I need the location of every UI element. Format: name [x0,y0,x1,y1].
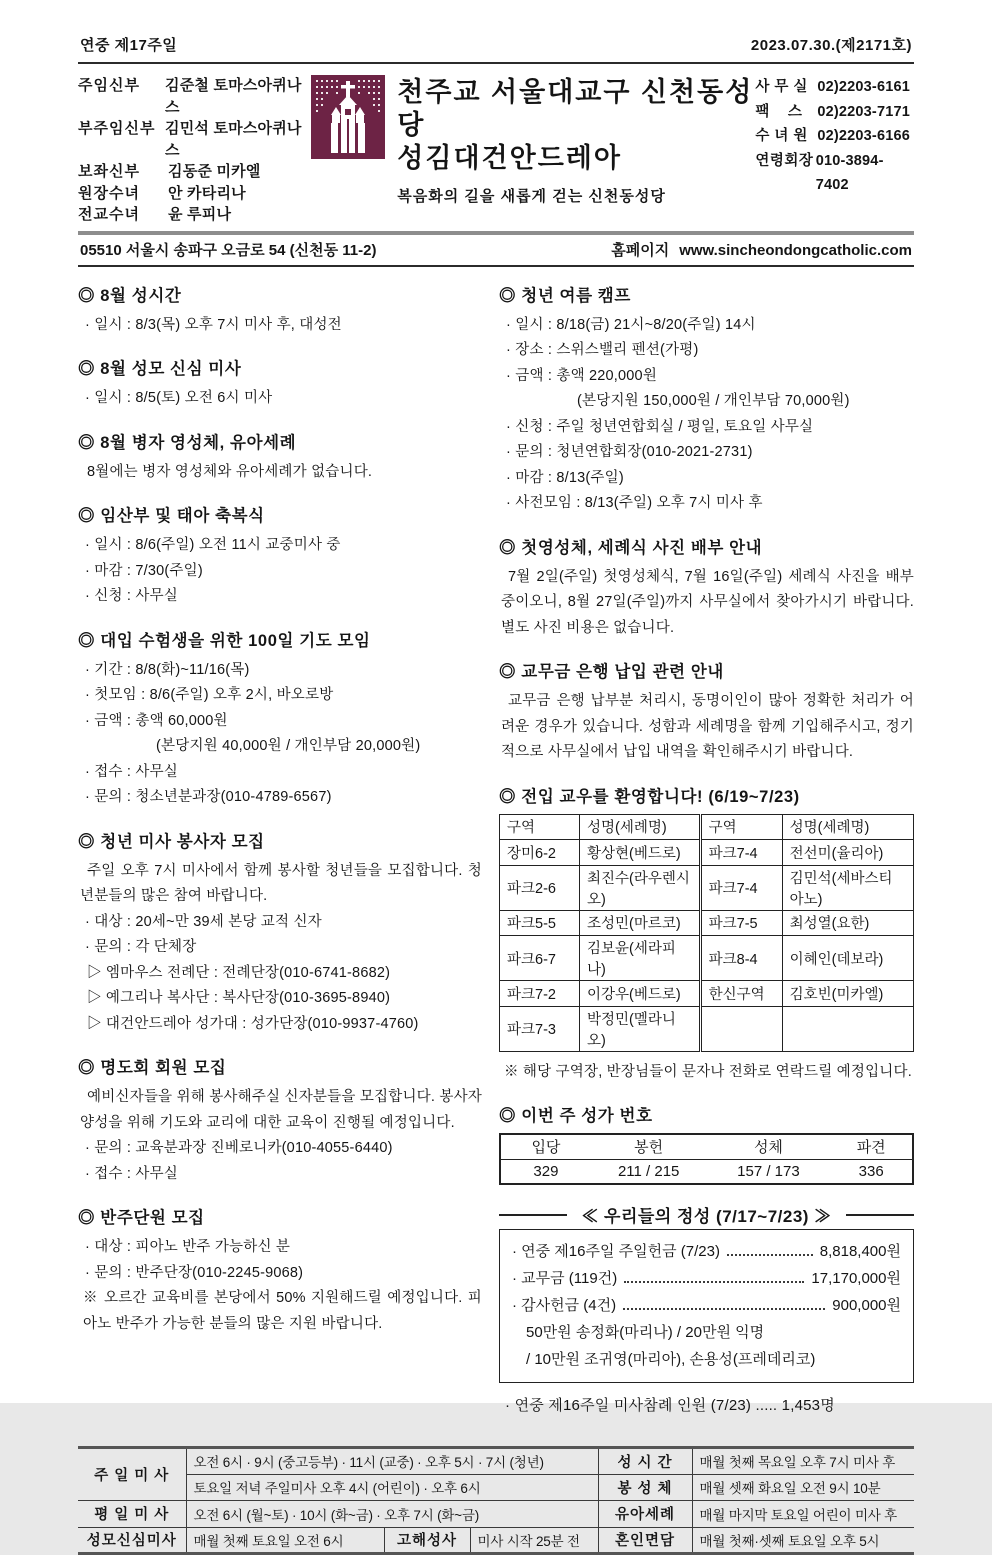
cell-district: 파크7-4 [700,865,782,910]
clergy-role: 부주임신부 [78,120,156,137]
cell-name: 황상현(베드로) [580,840,701,866]
schedule-row [78,1527,914,1554]
section-marian-mass [78,355,482,412]
cell-district: 파크2-6 [500,865,580,910]
bullet-line: · 문의 : 교육분과장 진베로니카(010-4055-6440) [85,1140,393,1156]
header-cell: 구역 [500,814,580,840]
dot-leader [623,1308,825,1310]
clergy-row [78,161,311,183]
offering-label: · 교무금 (119건) [512,1270,618,1287]
header-cell: 봉헌 [591,1134,707,1159]
mass-schedule-table [78,1446,914,1555]
contact-value: 02)2203-7171 [817,103,911,120]
section-title: ◎ 명도회 회원 모집 [78,1059,227,1077]
section-offerings [499,1202,914,1415]
cell-name: 김호빈(미카엘) [782,981,913,1007]
schedule-value: 매월 첫째·셋째 토요일 오후 5시 [692,1527,914,1554]
bullet-line: · 신청 : 주일 청년연합회실 / 평일, 토요일 사무실 [506,418,814,435]
section-myeongdohoe [78,1054,482,1187]
bullet-line: · 문의 : 각 단체장 [85,939,197,955]
offering-amount: 17,170,000원 [811,1270,901,1287]
schedule-label: 주 일 미 사 [78,1448,186,1501]
cell-district: 파크7-3 [500,1006,580,1051]
section-photo-distribution [499,534,914,642]
bullet-line: · 장소 : 스위스밸리 펜션(가평) [506,342,699,358]
cell-district [700,1006,782,1051]
clergy-role: 원장수녀 [78,184,140,202]
schedule-row [78,1501,914,1528]
header-cell: 성명(세례명) [580,814,701,840]
schedule-value: 매월 셋째 화요일 오전 9시 10분 [692,1474,914,1501]
clergy-row [78,75,311,118]
section-title: ◎ 전입 교우를 환영합니다! (6/19~7/23) [499,787,800,806]
cell-name: 전선미(율리아) [782,840,913,866]
bullet-line: · 문의 : 청소년분과장(010-4789-6567) [85,789,332,805]
cell-district: 파크7-4 [700,840,782,866]
section-title: ◎ 교무금 은행 납입 관련 안내 [499,663,724,681]
body-paragraph: 7월 2일(주일) 첫영성체식, 7월 16일(주일) 세례식 사진을 배부 중이오니, 8월 27일(주일)까지 사무실에서 찾아가시기 바랍니다. 별도 사진 비용은 없습니다. [501,568,914,636]
table-row [500,865,914,910]
contact-row [755,124,914,149]
clergy-row [78,204,311,226]
bullet-line: · 일시 : 8/3(목) 오후 7시 미사 후, 대성전 [85,316,342,333]
contact-label: 팩 스 [755,103,803,120]
divider-bottom [78,265,914,267]
section-youth-camp [499,282,914,517]
cell-name: 김민석(세바스티아노) [782,865,913,910]
dot-leader [727,1254,813,1256]
section-new-members [499,783,914,1086]
schedule-value: 토요일 저녁 주일미사 오후 4시 (어린이) · 오후 6시 [186,1474,598,1501]
section-blessing-pregnant [78,502,482,610]
section-title: ◎ 이번 주 성가 번호 [499,1107,653,1125]
sub-item-line: ▷ 예그리나 복사단 : 복사단장(010-3695-8940) [87,990,391,1006]
new-members-table [499,814,914,1052]
schedule-value: 오전 6시 (월~토) · 10시 (화~금) · 오후 7시 (화~금) [186,1501,598,1528]
church-titles [397,73,755,226]
table-row [500,936,914,981]
cell-name: 조성민(마르코) [580,910,701,936]
cell-name: 이혜인(데보라) [782,936,913,981]
issue-label: 2023.07.30.(제2171호) [750,37,912,54]
body-paragraph: 주일 오후 7시 미사에서 함께 봉사할 청년들을 모집합니다. 청년분들의 많은 참여 바랍니다. [80,862,482,904]
contact-value: 02)2203-6166 [817,128,911,144]
offerings-box [499,1229,914,1383]
clergy-row [78,183,311,205]
offerings-title: ≪ 우리들의 정성 (7/17~7/23) ≫ [581,1207,832,1226]
schedule-label: 봉 성 체 [598,1474,692,1501]
schedule-value: 매월 마지막 토요일 어린이 미사 후 [692,1501,914,1528]
right-column [499,282,914,1433]
left-column [78,282,482,1433]
clergy-list [78,73,311,226]
bullet-line: · 첫모임 : 8/6(주일) 오후 2시, 바오로방 [85,687,334,703]
clergy-name: 김준철 토마스아퀴나스 [165,77,302,116]
cell-name: 김보윤(세라피나) [580,936,701,981]
bullet-line: · 대상 : 20세~만 39세 본당 교적 신자 [85,913,322,930]
body-paragraph: 예비신자들을 위해 봉사해주실 신자분들을 모집합니다. 봉사자 양성을 위해 기도와 교리에 대한 교육이 진행될 예정입니다. [80,1089,482,1131]
table-header-row [500,814,914,840]
cell-district: 한신구역 [700,981,782,1007]
header-cell: 구역 [700,814,782,840]
section-title: ◎ 8월 성모 신심 미사 [78,360,242,378]
section-title: ◎ 대입 수험생을 위한 100일 기도 모임 [78,631,371,650]
section-sick-communion [78,429,482,486]
header-cell: 파견 [830,1134,913,1159]
table-row [500,1159,913,1184]
schedule-label: 유아세례 [598,1501,692,1528]
bullet-line: · 문의 : 청년연합회장(010-2021-2731) [506,444,753,460]
bullet-line: · 일시 : 8/6(주일) 오전 11시 교중미사 중 [85,537,341,553]
hymn-entrance: 329 [533,1162,559,1180]
header [78,73,914,226]
church-title-line2: 성김대건안드레아 [397,143,622,173]
contact-value: 02)2203-6161 [817,79,911,95]
offering-row [512,1265,901,1292]
schedule-label: 성 시 간 [598,1448,692,1475]
section-bank-payment [499,658,914,766]
table-header-row [500,1134,913,1159]
section-title: ◎ 청년 여름 캠프 [499,286,631,305]
bullet-line: · 신청 : 사무실 [85,588,178,604]
cell-district: 파크5-5 [500,910,580,936]
table-row [500,910,914,936]
cell-district: 파크7-5 [700,910,782,936]
cell-district: 파크6-7 [500,936,580,981]
clergy-role: 보좌신부 [78,163,140,180]
heading-line-left [499,1214,567,1216]
offering-row [512,1238,901,1265]
bullet-line: · 문의 : 반주단장(010-2245-9068) [85,1264,304,1281]
section-title: ◎ 임산부 및 태아 축복식 [78,507,265,525]
clergy-name: 김민석 토마스아퀴나스 [165,120,302,159]
bullet-line: · 마감 : 8/13(주일) [506,469,624,486]
section-title: ◎ 8월 성시간 [78,286,182,305]
contact-row [755,149,914,198]
schedule-label: 평 일 미 사 [78,1501,186,1528]
section-title: ◎ 청년 미사 봉사자 모집 [78,832,265,851]
schedule-value: 오전 6시 · 9시 (중고등부) · 11시 (교중) · 오후 5시 · 7시 (청년) [186,1448,598,1475]
bullet-line: · 접수 : 사무실 [85,763,178,780]
body-line: 8월에는 병자 영성체와 유아세례가 없습니다. [87,463,373,480]
contact-row [755,75,914,100]
header-cell: 입당 [500,1134,591,1159]
church-address: 05510 서울시 송파구 오금로 54 (신천동 11-2) [80,241,377,259]
homepage-url: www.sincheondongcatholic.com [679,241,912,259]
bullet-line: · 대상 : 피아노 반주 가능하신 분 [85,1239,291,1255]
schedule-label: 고해성사 [384,1527,470,1554]
hymn-communion: 157 / 173 [737,1162,800,1180]
clergy-role: 전교수녀 [78,206,140,223]
contact-label: 수 녀 원 [755,128,808,144]
schedule-label: 성모신심미사 [78,1527,186,1554]
bullet-line: · 접수 : 사무실 [85,1165,178,1182]
bullet-line: · 금액 : 총액 60,000원 [85,712,228,729]
cell-district: 장미6-2 [500,840,580,866]
church-slogan: 복음화의 길을 새롭게 걷는 신천동성당 [397,188,666,205]
clergy-name: 김동준 미카엘 [168,163,261,180]
church-logo-icon [311,75,385,159]
hymn-dismissal: 336 [858,1162,884,1180]
cell-name: 이강우(베드로) [580,981,701,1007]
hymn-offertory: 211 / 215 [617,1162,680,1180]
schedule-row [78,1448,914,1475]
section-title: ◎ 반주단원 모집 [78,1209,205,1227]
offering-amount: 900,000원 [832,1297,901,1314]
schedule-value: 매월 첫째 목요일 오후 7시 미사 후 [692,1448,914,1475]
bullet-line: · 일시 : 8/18(금) 21시~8/20(주일) 14시 [506,316,756,333]
schedule-value: 매월 첫째 토요일 오전 6시 [186,1527,384,1554]
bullet-line: · 사전모임 : 8/13(주일) 오후 7시 미사 후 [506,495,763,511]
season-label: 연중 제17주일 [80,37,178,54]
contact-label: 사 무 실 [755,79,808,95]
clergy-row [78,118,311,161]
indent-line: (본당지원 150,000원 / 개인부담 70,000원) [577,393,850,409]
section-100day-prayer [78,627,482,811]
table-row [500,1006,914,1051]
hymn-table [499,1133,914,1185]
mass-attendance: · 연중 제16주일 미사참례 인원 (7/23) ..... 1,453명 [505,1397,835,1414]
offering-amount: 8,818,400원 [819,1243,901,1260]
header-cell: 성체 [706,1134,830,1159]
top-bar [78,34,914,55]
offering-row [512,1292,901,1319]
cell-name: 최진수(라우렌시오) [580,865,701,910]
schedule-row [78,1474,914,1501]
homepage-label: 홈페이지 [611,241,670,259]
heading-line-right [846,1214,914,1216]
section-august-adoration [78,282,482,339]
sub-item-line: ▷ 엠마우스 전례단 : 전례단장(010-6741-8682) [87,964,391,981]
offering-label: · 연중 제16주일 주일헌금 (7/23) [512,1243,720,1260]
body-paragraph: 교무금 은행 납부분 처리시, 동명이인이 많아 정확한 처리가 어려운 경우가 있습니다. 성함과 세례명을 함께 기입해주시고, 정기적으로 사무실에서 납입 내역을 확인해주시기 바랍니다. [501,693,914,760]
cell-district: 파크7-2 [500,981,580,1007]
cell-name: 박정민(멜라니오) [580,1006,701,1051]
header-cell: 성명(세례명) [782,814,913,840]
address-bar [78,235,914,265]
offering-label: · 감사헌금 (4건) [512,1297,617,1314]
section-youth-mass-volunteers [78,828,482,1038]
bullet-line: · 금액 : 총액 220,000원 [506,367,658,384]
schedule-value: 미사 시작 25분 전 [470,1527,598,1554]
offering-detail: 50만원 송정화(마리나) / 20만원 익명 [526,1324,765,1341]
section-accompanist [78,1204,482,1337]
section-hymn-numbers [499,1102,914,1185]
cell-name: 최성열(요한) [782,910,913,936]
offerings-heading [499,1202,914,1227]
homepage [611,239,912,260]
dot-leader [624,1281,804,1283]
brand-block [311,73,755,226]
contact-value: 010-3894-7402 [815,152,884,193]
clergy-name: 윤 루피나 [168,206,232,223]
offering-detail: / 10만원 조귀영(마리아), 손용성(프레데리코) [526,1351,816,1368]
clergy-role: 주임신부 [78,77,140,94]
church-title-line1: 천주교 서울대교구 신천동성당 [397,77,754,140]
cell-name [782,1006,913,1051]
contact-list [755,73,914,226]
table-row [500,840,914,866]
contact-label: 연령회장 [755,152,814,169]
section-title: ◎ 첫영성체, 세례식 사진 배부 안내 [499,538,763,557]
bullet-line: · 마감 : 7/30(주일) [85,562,203,579]
note-line: ※ 오르간 교육비를 본당에서 50% 지원해드릴 예정입니다. 피아노 반주가 가능한 분들의 많은 지원 바랍니다. [83,1290,482,1332]
cell-district: 파크8-4 [700,936,782,981]
divider-top [78,62,914,64]
schedule-label: 혼인면담 [598,1527,692,1554]
contact-row [755,100,914,125]
bullet-line: · 일시 : 8/5(토) 오전 6시 미사 [85,390,273,406]
clergy-name: 안 카타리나 [168,184,246,202]
section-title: ◎ 8월 병자 영성체, 유아세례 [78,433,297,452]
content-columns [78,282,914,1433]
bullet-line: · 기간 : 8/8(화)~11/16(목) [85,661,250,678]
note-line: ※ 해당 구역장, 반장님들이 문자나 전화로 연락드릴 예정입니다. [504,1063,912,1080]
table-row [500,981,914,1007]
sub-item-line: ▷ 대건안드레아 성가대 : 성가단장(010-9937-4760) [87,1015,419,1032]
indent-line: (본당지원 40,000원 / 개인부담 20,000원) [156,738,421,754]
